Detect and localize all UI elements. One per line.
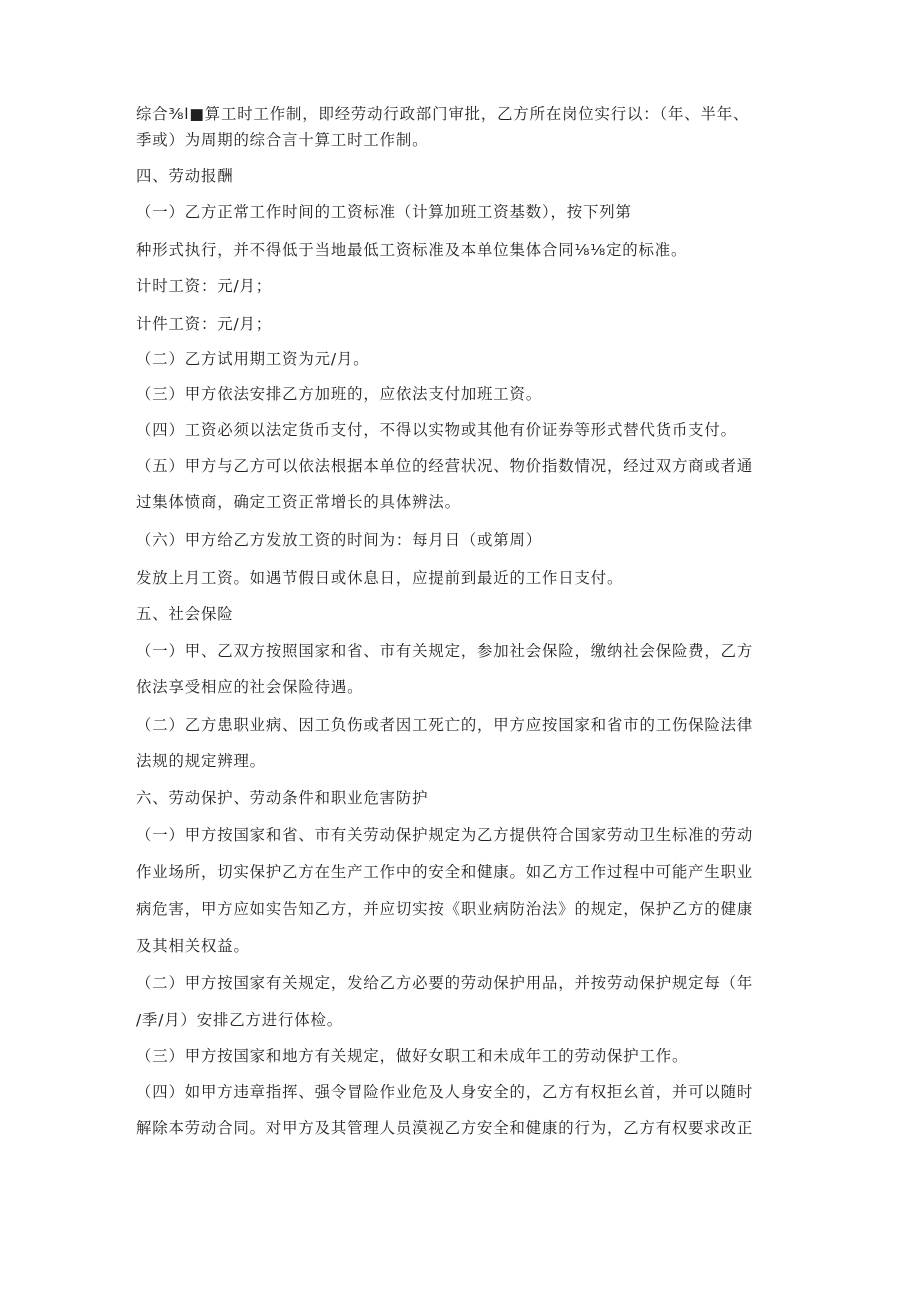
text-line: （三）甲方依法安排乙方加班的，应依法支付加班工资。 [136,385,543,403]
section-heading: 五、社会保险 [136,605,234,623]
text-line: 综合⅜l■算工时工作制，即经劳动行政部门审批，乙方所在岗位实行以：（年、半年、 [136,105,750,123]
text-line: /季/月）安排乙方进行体检。 [136,1011,343,1029]
text-line: （五）甲方与乙方可以依法根据本单位的经营状况、物价指数情况，经过双方商或者通 [136,457,754,475]
text-line: （二）甲方按国家有关规定，发给乙方必要的劳动保护用品，并按劳动保护规定每（年 [136,974,754,992]
text-line: （四）工资必须以法定货币支付，不得以实物或其他有价证券等形式替代货币支付。 [136,421,737,439]
text-line: （二）乙方患职业病、因工负伤或者因工死亡的，甲方应按国家和省市的工伤保险法律 [136,716,754,734]
text-line: （一）乙方正常工作时间的工资标准（计算加班工资基数），按下列第 [136,203,632,221]
text-line: 作业场所，切实保护乙方在生产工作中的安全和健康。如乙方工作过程中可能产生职业 [136,863,754,881]
text-line: 病危害，甲方应如实告知乙方，并应切实按《职业病防治法》的规定，保护乙方的健康 [136,900,754,918]
text-line: 解除本劳动合同。对甲方及其管理人员漠视乙方安全和健康的行为，乙方有权要求改正 [136,1119,754,1137]
text-line: 季或）为周期的综合言十算工时工作制。 [136,131,429,149]
text-line: （二）乙方试用期工资为元/月。 [136,350,370,368]
section-heading: 四、劳动报酬 [136,167,234,185]
text-line: （四）如甲方违章指挥、强令冒险作业危及人身安全的，乙方有权拒幺首，并可以随时 [136,1083,754,1101]
text-line: 过集体愤商，确定工资正常增长的具体辨法。 [136,493,461,511]
text-line: 依法享受相应的社会保险待遇。 [136,678,364,696]
text-line: 计时工资：元/月； [136,277,272,295]
text-line: （一）甲、乙双方按照国家和省、市有关规定，参加社会保险，缴纳社会保险费，乙方 [136,642,754,660]
text-line: 种形式执行，并不得低于当地最低工资标准及本单位集体合同⅛⅛定的标准。 [136,241,688,259]
text-line: （六）甲方给乙方发放工资的时间为：每月日（或第周） [136,531,543,549]
section-heading: 六、劳动保护、劳动条件和职业危害防护 [136,789,429,807]
text-line: （三）甲方按国家和地方有关规定，做好女职工和未成年工的劳动保护工作。 [136,1047,689,1065]
text-line: 发放上月工资。如遇节假日或休息日，应提前到最近的工作日支付。 [136,569,624,587]
text-line: 计件工资：元/月； [136,315,272,333]
text-line: （一）甲方按国家和省、市有关劳动保护规定为乙方提供符合国家劳动卫生标准的劳动 [136,826,754,844]
text-line: 法规的规定辨理。 [136,752,266,770]
text-line: 及其相关权益。 [136,937,250,955]
